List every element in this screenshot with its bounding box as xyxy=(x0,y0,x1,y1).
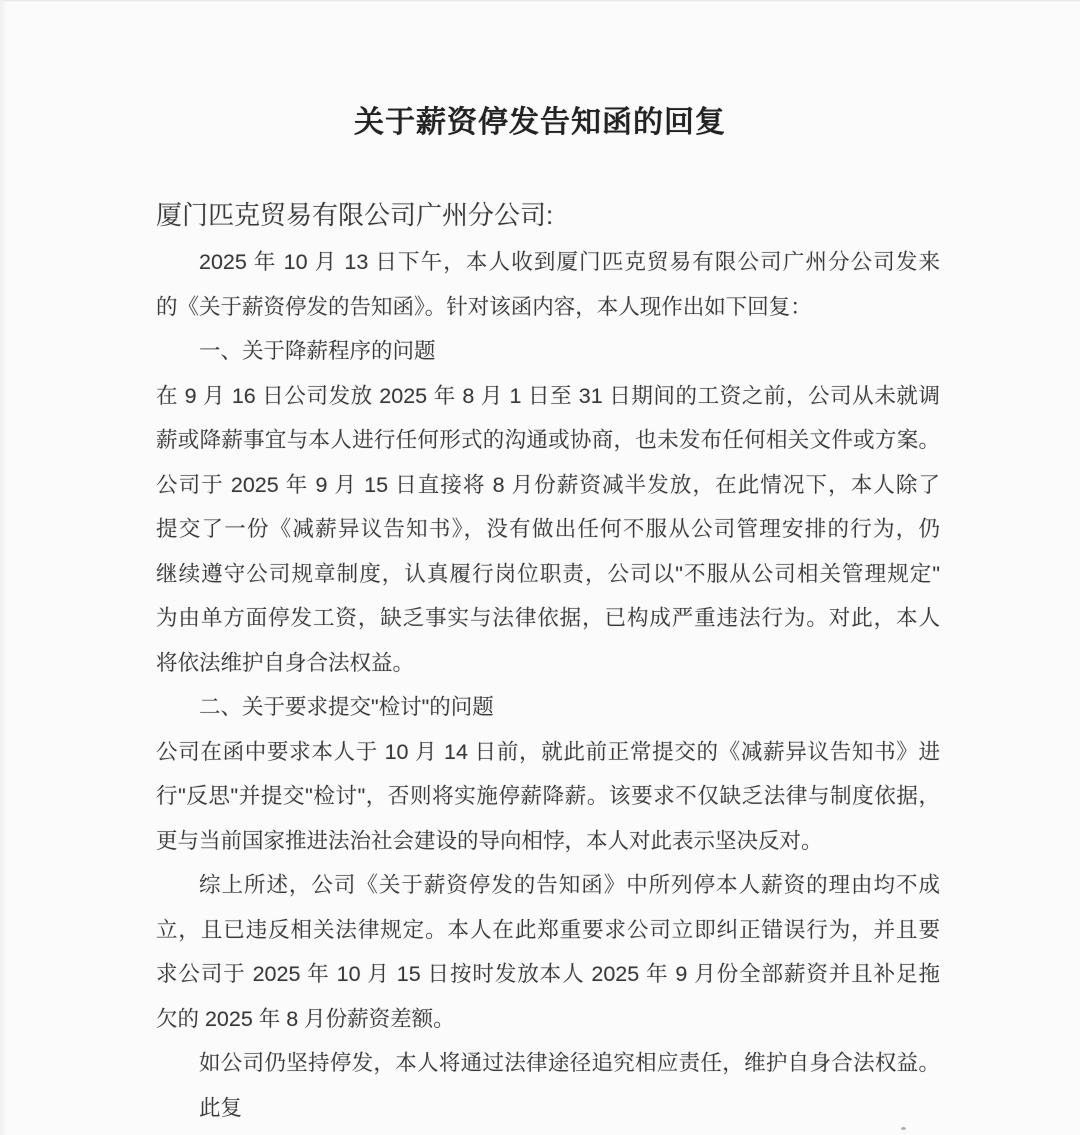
text-line: 行"反思"并提交"检讨"，否则将实施停薪降薪。该要求不仅缺乏法律与制度依据， xyxy=(156,784,940,808)
text-line: 二、关于要求提交"检讨"的问题 xyxy=(199,695,494,719)
document-body xyxy=(156,240,940,1130)
text-line: 求公司于 2025 年 10 月 15 日按时发放本人 2025 年 9 月份全部薪资并且补足拖 xyxy=(156,962,940,986)
text-line: 在 9 月 16 日公司发放 2025 年 8 月 1 日至 31 日期间的工资之前，公司从未就调 xyxy=(156,383,940,408)
text-line: 立，且已违反相关法律规定。本人在此郑重要求公司立即纠正错误行为，并且要 xyxy=(156,917,940,942)
text-line: 薪或降薪事宜与本人进行任何形式的沟通或协商，也未发布任何相关文件或方案。 xyxy=(156,428,940,452)
text-line: 2025 年 10 月 13 日下午，本人收到厦门匹克贸易有限公司广州分公司发来 xyxy=(199,250,940,274)
text-line: 将依法维护自身合法权益。 xyxy=(156,650,415,675)
text-line: 综上所述，公司《关于薪资停发的告知函》中所列停本人薪资的理由均不成 xyxy=(199,873,940,897)
text-line: 的《关于薪资停发的告知函》。针对该函内容，本人现作出如下回复： xyxy=(156,294,812,319)
text-line: 如公司仍坚持停发，本人将通过法律途径追究相应责任，维护自身合法权益。 xyxy=(199,1051,940,1075)
scan-speck xyxy=(901,1127,906,1130)
text-line: 此复 xyxy=(199,1095,243,1120)
text-line: 公司在函中要求本人于 10 月 14 日前，就此前正常提交的《减薪异议告知书》进 xyxy=(156,739,940,764)
text-line: 欠的 2025 年 8 月份薪资差额。 xyxy=(156,1006,455,1031)
text-line: 提交了一份《减薪异议告知书》，没有做出任何不服从公司管理安排的行为，仍 xyxy=(156,517,940,541)
text-line: 为由单方面停发工资，缺乏事实与法律依据，已构成严重违法行为。对此，本人 xyxy=(156,606,940,630)
salutation-line: 厦门匹克贸易有限公司广州分公司: xyxy=(156,200,554,230)
text-line: 公司于 2025 年 9 月 15 日直接将 8 月份薪资减半发放，在此情况下，本人除了 xyxy=(156,472,940,497)
document-title: 关于薪资停发告知函的回复 xyxy=(354,106,726,139)
text-line: 继续遵守公司规章制度，认真履行岗位职责，公司以"不服从公司相关管理规定" xyxy=(156,561,940,586)
text-line: 一、关于降薪程序的问题 xyxy=(199,339,436,363)
text-line: 更与当前国家推进法治社会建设的导向相悖，本人对此表示坚决反对。 xyxy=(156,828,823,853)
